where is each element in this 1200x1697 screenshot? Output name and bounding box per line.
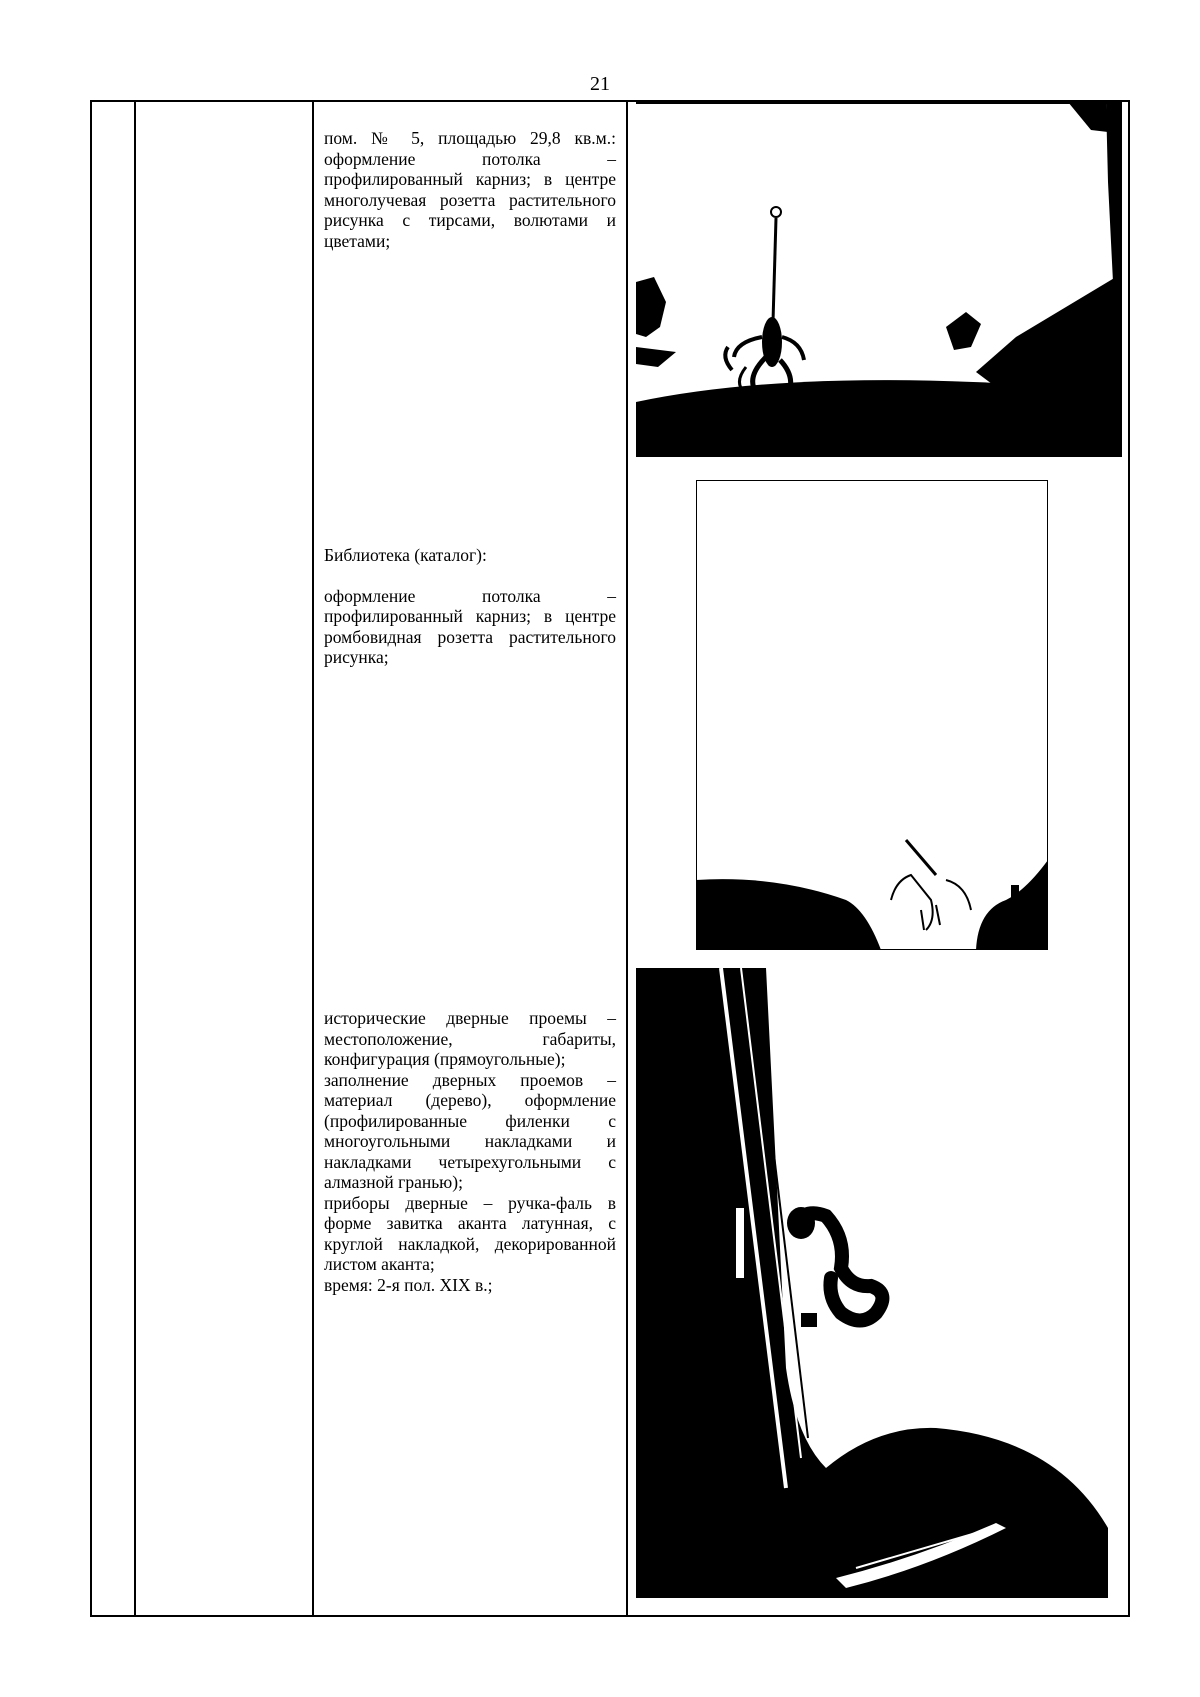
description-paragraph: время: 2-я пол. XIX в.; [324, 1274, 493, 1295]
column-divider [626, 102, 628, 1615]
description-paragraph: оформление потолка – профилированный карниз; в центре ромбовидная розетта растительного рисунка; [324, 585, 616, 667]
doors-description [324, 1008, 616, 1295]
page-number: 21 [590, 73, 610, 95]
description-paragraph: заполнение дверных проемов – материал (дерево), оформление (профилированные филенки с многоугольными накладками и накладками четырехугольными с алмазной гранью); [324, 1069, 616, 1192]
library-description [324, 545, 616, 668]
ceiling-photo [696, 480, 1048, 950]
description-paragraph: приборы дверные – ручка-фаль в форме завитка аканта латунная, с круглой накладкой, декорированной листом аканта; [324, 1192, 616, 1274]
description-paragraph: исторические дверные проемы – местоположение, габариты, конфигурация (прямоугольные); [324, 1008, 616, 1069]
column-divider [134, 102, 136, 1615]
monument-table [90, 100, 1130, 1617]
library-heading: Библиотека (каталог): [324, 545, 487, 565]
room-5-description [324, 128, 616, 251]
ceiling-rosette-image [636, 102, 1122, 457]
ceiling-image [696, 480, 1048, 950]
description-paragraph: пом. № 5, площадью 29,8 кв.м.: оформление потолка – профилированный карниз; в центре многолучевая розетта растительного рисунка с тирсами, волютами и цветами; [324, 128, 616, 251]
ceiling-rosette-photo [636, 102, 1122, 457]
door-handle-image [636, 968, 1108, 1598]
door-handle-photo [636, 968, 1108, 1598]
column-divider [312, 102, 314, 1615]
